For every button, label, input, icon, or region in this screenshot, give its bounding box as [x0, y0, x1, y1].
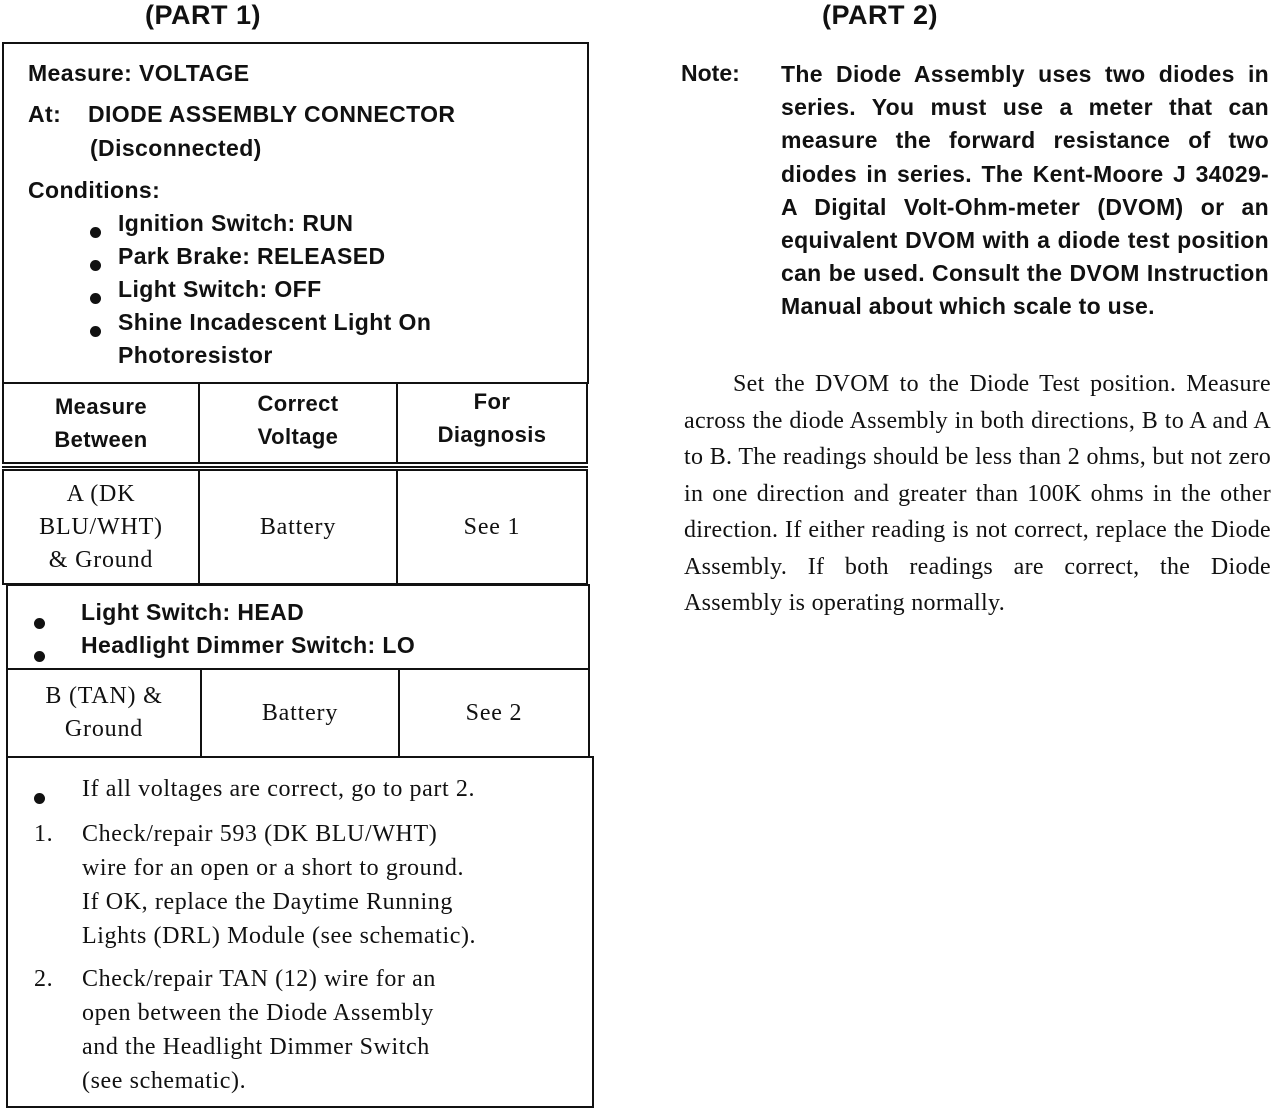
conditions2-box — [6, 584, 590, 670]
bullet-icon — [90, 317, 101, 344]
item1-number: 1. — [34, 821, 54, 847]
notes-box — [6, 756, 594, 1108]
item1-line: wire for an open or a short to ground. — [82, 855, 465, 881]
row2-between — [6, 668, 202, 758]
at-sub: (Disconnected) — [90, 135, 262, 161]
cell-line: A (DK — [66, 480, 136, 507]
measure-label: Measure: VOLTAGE — [28, 60, 250, 86]
cell-line: & Ground — [48, 546, 154, 573]
item2-line: open between the Diode Assembly — [82, 1000, 434, 1026]
condition2-item: Headlight Dimmer Switch: LO — [81, 632, 416, 658]
header-correct-voltage — [198, 382, 398, 464]
note-label: Note: — [681, 60, 740, 86]
item2-line: (see schematic). — [82, 1068, 247, 1094]
at-value: DIODE ASSEMBLY CONNECTOR — [88, 101, 456, 127]
item1-line: If OK, replace the Daytime Running — [82, 889, 453, 915]
bullet-icon — [34, 784, 45, 811]
condition-item: Ignition Switch: RUN — [118, 210, 354, 236]
condition2-item: Light Switch: HEAD — [81, 599, 305, 625]
instructions-text: Set the DVOM to the Diode Test position. Measure across the diode Assembly in both directions, B to A and A to B. The readings should be less than 2 ohms, but not zero in one direction and greater than 100K ohms in the other direction. If either reading is not correct, replace the Diode Assembly. If both readings are correct, the Diode Assembly is operating normally. — [684, 371, 1271, 616]
bullet-icon — [34, 609, 45, 636]
header-line: For — [473, 389, 511, 414]
item1-text — [82, 817, 476, 953]
conditions-label: Conditions: — [28, 177, 161, 203]
measurement-box — [2, 42, 589, 384]
item2-number: 2. — [34, 966, 54, 992]
header-line: Diagnosis — [437, 422, 547, 447]
header-measure-between — [2, 382, 200, 464]
header-for-diagnosis — [396, 382, 588, 464]
item2-line: and the Headlight Dimmer Switch — [82, 1034, 430, 1060]
note-text: The Diode Assembly uses two diodes in series. You must use a meter that can measure the forward resistance of two diodes in series. The Kent-Moore J 34029-A Digital Volt-Ohm-meter (DVOM) or an equivalent DVOM with a diode test position can be used. Consult the DVOM Instruction Manual about which scale to use. — [781, 61, 1269, 320]
bullet-icon — [90, 251, 101, 278]
cell-line: B (TAN) & — [45, 683, 163, 709]
header-line: Voltage — [257, 424, 339, 449]
condition-item: Photoresistor — [118, 342, 273, 368]
condition-item: Park Brake: RELEASED — [118, 243, 386, 269]
notes-bullet: If all voltages are correct, go to part 2. — [82, 776, 476, 802]
condition-item: Shine Incadescent Light On — [118, 309, 432, 335]
header-line: Correct — [257, 391, 339, 416]
condition-item: Light Switch: OFF — [118, 276, 322, 302]
header-line: Between — [54, 427, 148, 452]
cell-line: BLU/WHT) — [39, 513, 163, 540]
row2-voltage: Battery — [200, 668, 400, 758]
header-line: Measure — [54, 394, 148, 419]
item1-line: Lights (DRL) Module (see schematic). — [82, 923, 477, 949]
item2-line: Check/repair TAN (12) wire for an — [82, 966, 436, 992]
row2-diagnosis: See 2 — [398, 668, 590, 758]
row1-between — [2, 469, 200, 585]
part2-heading: (PART 2) — [822, 0, 938, 30]
header-divider — [2, 466, 588, 468]
bullet-icon — [34, 642, 45, 669]
cell-line: Ground — [64, 716, 144, 742]
part1-heading: (PART 1) — [145, 0, 261, 30]
item1-line: Check/repair 593 (DK BLU/WHT) — [82, 821, 438, 847]
bullet-icon — [90, 218, 101, 245]
bullet-icon — [90, 284, 101, 311]
row1-voltage: Battery — [198, 469, 398, 585]
item2-text — [82, 962, 436, 1098]
at-label: At: — [28, 101, 62, 127]
row1-diagnosis: See 1 — [396, 469, 588, 585]
